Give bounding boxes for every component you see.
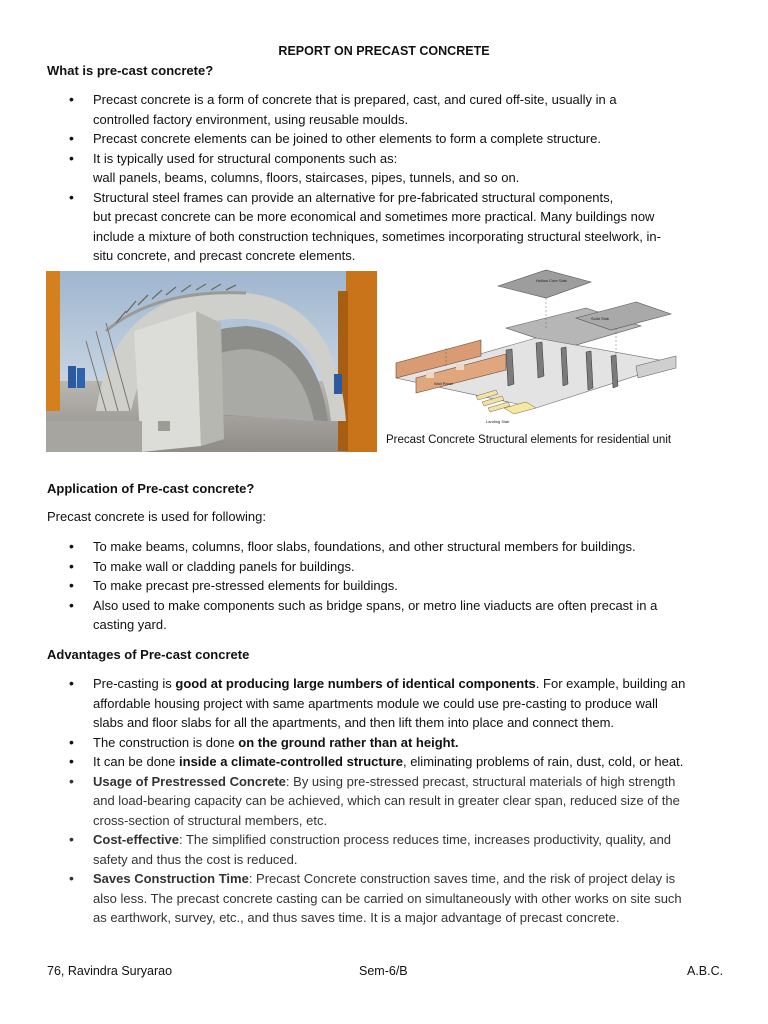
list-item-line: but precast concrete can be more economical and sometimes more practical. Many buildings now	[93, 209, 655, 224]
text-run: . For example, building an	[535, 676, 686, 691]
list-item	[47, 149, 721, 188]
list-item	[47, 752, 721, 772]
bold-text: inside a climate-controlled structure	[179, 754, 403, 769]
bold-text: Saves Construction Time	[93, 871, 249, 886]
list-item-line: • To make precast pre-stressed elements for buildings.	[93, 578, 398, 593]
list-item	[47, 188, 721, 266]
list-item-line	[93, 772, 721, 792]
list-item	[47, 576, 721, 596]
list-item-line: include a mixture of both construction techniques, sometimes incorporating structural steelwork, in-	[93, 228, 661, 244]
list-item-line: • To make beams, columns, floor slabs, foundations, and other structural members for buildings.	[93, 539, 636, 554]
figure-caption: Precast Concrete Structural elements for residential unit	[386, 434, 672, 446]
list-item-line: affordable housing project with same apartments module we could use pre-casting to produce wall	[93, 695, 658, 711]
list-item-line: situ concrete, and precast concrete elements.	[93, 248, 356, 263]
list-item-line: cross-section of structural members, etc.	[93, 812, 328, 828]
advantages-list	[47, 674, 721, 928]
list-item-line: and load-bearing capacity can be achieved, which can result in greater clear span, reduced size of the	[93, 793, 680, 808]
list-item-line: wall panels, beams, columns, floors, staircases, pipes, tunnels, and so on.	[93, 170, 520, 185]
list-item-line: • To make wall or cladding panels for buildings.	[93, 558, 355, 574]
list-item	[47, 129, 721, 149]
list-item	[47, 537, 721, 557]
bold-text: Cost-effective	[93, 832, 179, 847]
text-run: : By using pre-stressed precast, structural materials of high strength	[285, 773, 676, 789]
bold-text: good at producing large numbers of identical components	[175, 676, 536, 691]
list-item	[47, 596, 721, 635]
section-heading-advantages: Advantages of Pre-cast concrete	[47, 647, 250, 662]
list-item-line: • It is typically used for structural components such as:	[93, 150, 398, 166]
footer-author: 76, Ravindra Suryarao	[47, 964, 173, 978]
list-item-line: • Structural steel frames can provide an alternative for pre-fabricated structural components,	[93, 189, 614, 205]
list-item-line	[93, 674, 721, 694]
list-item-line: • Precast concrete is a form of concrete that is prepared, cast, and cured off-site, usually in a	[93, 92, 617, 107]
list-item	[47, 90, 721, 129]
list-item-line	[93, 752, 721, 772]
definition-list	[47, 90, 721, 266]
list-item-line	[93, 733, 721, 753]
report-title: REPORT ON PRECAST CONCRETE	[278, 44, 490, 58]
text-run: Pre-casting is	[93, 676, 176, 691]
diagram-label: Wall Panel	[434, 381, 453, 386]
structural-elements-diagram	[386, 268, 686, 433]
text-run: The construction is done	[93, 734, 239, 750]
text-run: , eliminating problems of rain, dust, cold, or heat.	[402, 754, 684, 769]
list-item	[47, 674, 721, 733]
list-item-line: safety and thus the cost is reduced.	[93, 851, 298, 867]
list-item-line: controlled factory environment, using reusable moulds.	[93, 111, 409, 127]
text-run: : Precast Concrete construction saves time, and the risk of project delay is	[248, 871, 676, 886]
list-item-line: • Also used to make components such as bridge spans, or metro line viaducts are often precast in a	[93, 597, 658, 613]
list-item-line: as earthwork, survey, etc., and thus saves time. It is a major advantage of precast concrete.	[93, 910, 620, 925]
bold-text: Usage of Prestressed Concrete	[93, 773, 286, 789]
application-intro: Precast concrete is used for following:	[47, 509, 266, 524]
list-item-line: also less. The precast concrete casting can be carried on simultaneously with other works on site such	[93, 890, 682, 906]
list-item	[47, 869, 721, 928]
list-item-line	[93, 830, 721, 850]
section-heading-application: Application of Pre-cast concrete?	[47, 481, 255, 496]
diagram-label: Hollow Core Slab	[536, 278, 567, 283]
footer-initials: A.B.C.	[687, 964, 724, 978]
diagram-label: Solid Slab	[591, 316, 610, 321]
list-item-line: casting yard.	[93, 617, 167, 632]
list-item-line: • Precast concrete elements can be joined to other elements to form a complete structure.	[93, 131, 601, 146]
list-item	[47, 830, 721, 869]
bold-text: on the ground rather than at height.	[238, 734, 459, 750]
list-item-line: slabs and floor slabs for all the apartments, and then lift them into place and connect them.	[93, 715, 615, 730]
text-run: : The simplified construction process reduces time, increases productivity, quality, and	[178, 832, 672, 847]
text-run: It can be done	[93, 754, 180, 769]
precast-arch-photo	[46, 271, 377, 452]
application-list	[47, 537, 721, 635]
list-item	[47, 772, 721, 831]
section-heading-what-is: What is pre-cast concrete?	[47, 63, 214, 78]
footer-semester: Sem-6/B	[359, 964, 408, 978]
list-item	[47, 733, 721, 753]
diagram-label: Landing Slab	[486, 419, 510, 424]
list-item	[47, 557, 721, 577]
list-item-line	[93, 869, 721, 889]
